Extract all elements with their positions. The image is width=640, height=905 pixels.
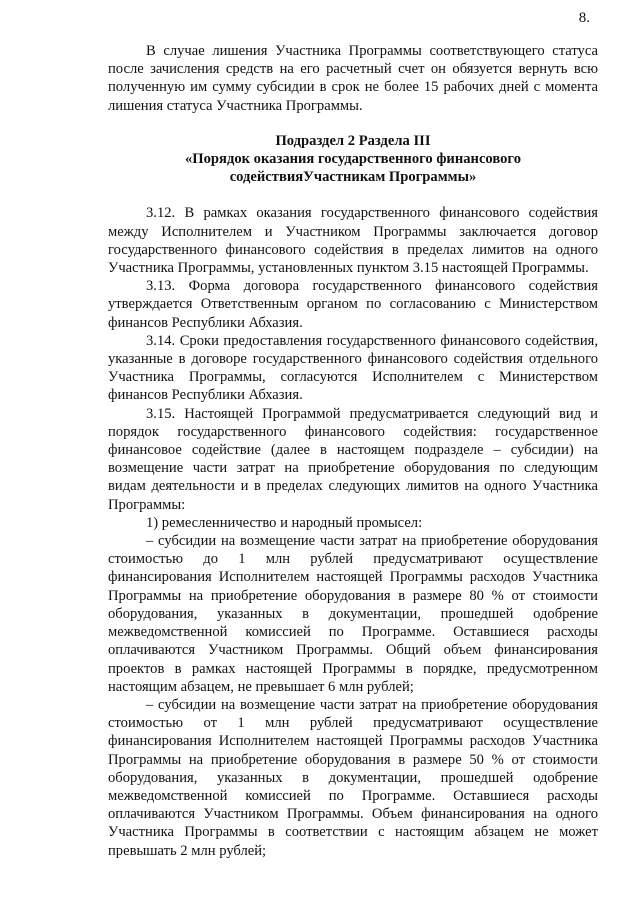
list-subitem-from-1m: – субсидии на возмещение части затрат на приобретение оборудования стоимостью от 1 млн рублей предусматривают осуществление финансирования Исполнителем настоящей Программы расходов Участника Программы на приобретение оборудования в размере 50 % от стоимости оборудования, указанных в документации, прошедшей одобрение межведомственной комиссией по Программе. Оставшиеся расходы оплачиваются Участником Программы. Объем финансирования на одного Участника Программы в соответствии с настоящим абзацем не может превышать 2 млн рублей; [108,696,598,859]
section-heading-line-3: содействияУчастникам Программы» [229,169,477,186]
paragraph-3-12: 3.12. В рамках оказания государственного финансового содействия между Исполнителем и Участником Программы заключается договор государственного финансового содействия в пределах лимитов на одного Участника Программы, установленных пунктом 3.15 настоящей Программы. [108,205,598,277]
page-number: 8. [578,10,590,26]
document-body [108,42,598,860]
paragraph-3-14: 3.14. Сроки предоставления государственного финансового содействия, указанные в договоре государственного финансового содействия отдельного Участника Программы, согласуются Исполнителем с Министерством финансов Республики Абхазия. [108,332,598,404]
section-heading-line-1: Подраздел 2 Раздела III [275,132,431,149]
paragraph-3-15: 3.15. Настоящей Программой предусматривается следующий вид и порядок государственного финансового содействия: государственное финансовое содействие (далее в настоящем подразделе – субсидии) на возмещение части затрат на приобретение оборудования по следующим видам деятельности и в пределах следующих лимитов на одного Участника Программы: [108,405,598,513]
section-heading-line-2: «Порядок оказания государственного финансового [184,151,521,168]
list-item-crafts: 1) ремесленничество и народный промысел: [146,514,423,531]
intro-paragraph: В случае лишения Участника Программы соответствующего статуса после зачисления средств на его расчетный счет он обязуется вернуть всю полученную им сумму субсидии в срок не более 15 рабочих дней с момента лишения статуса Участника Программы. [108,43,598,114]
paragraph-3-13: 3.13. Форма договора государственного финансового содействия утверждается Ответственным органом по согласованию с Министерством финансов Республики Абхазия. [108,278,598,331]
list-subitem-up-to-1m: – субсидии на возмещение части затрат на приобретение оборудования стоимостью до 1 млн рублей предусматривают осуществление финансирования Исполнителем настоящей Программы расходов Участника Программы на приобретение оборудования в размере 80 % от стоимости оборудования, указанных в документации, прошедшей одобрение межведомственной комиссией по Программе. Оставшиеся расходы оплачиваются Участником Программы. Общий объем финансирования проектов в рамках настоящей Программы в порядке, предусмотренном настоящим абзацем, не превышает 6 млн рублей; [108,533,598,695]
section-heading [108,132,598,187]
